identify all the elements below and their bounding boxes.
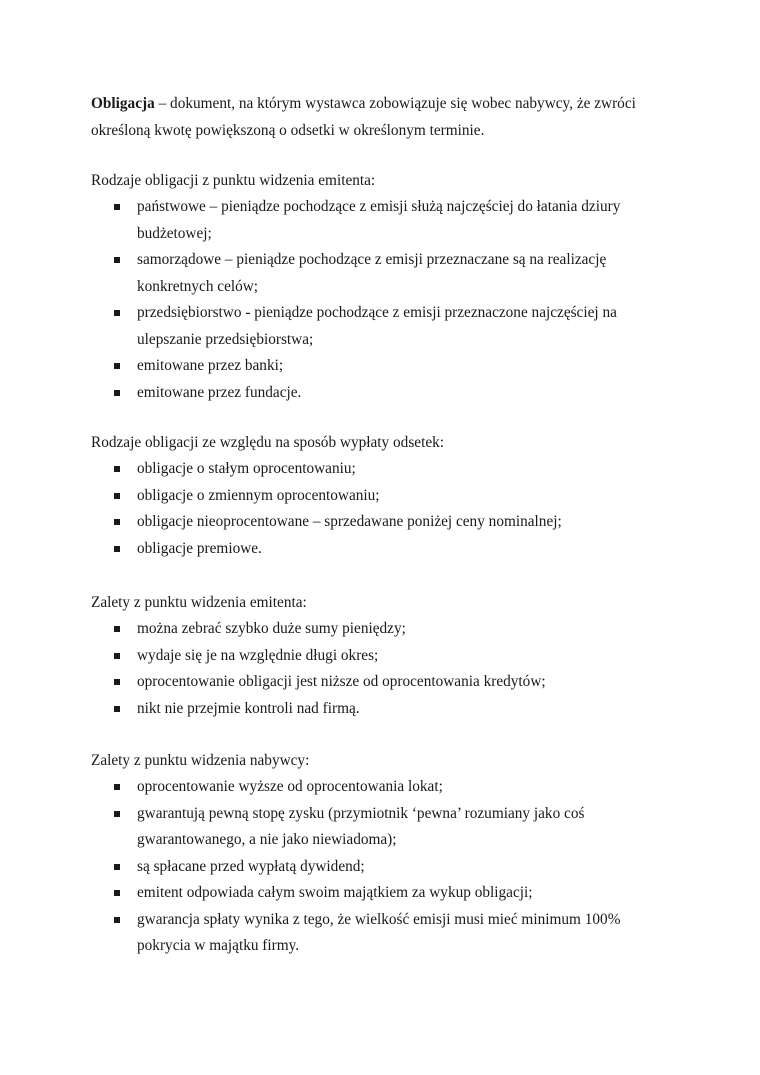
bullet-square-icon bbox=[114, 864, 120, 870]
section-title: Rodzaje obligacji ze względu na sposób wypłaty odsetek: bbox=[91, 434, 445, 451]
bullet-square-icon bbox=[114, 466, 120, 472]
list-item bbox=[91, 509, 637, 536]
bullet-square-icon bbox=[114, 679, 120, 685]
list-item-text: samorządowe – pieniądze pochodzące z emisji przeznaczane są na realizację konkretnych celów; bbox=[137, 251, 607, 295]
list-item-text: wydaje się je na względnie długi okres; bbox=[137, 646, 379, 664]
definition-term: Obligacja bbox=[91, 95, 155, 112]
bullet-square-icon bbox=[114, 784, 120, 790]
bullet-square-icon bbox=[114, 310, 120, 316]
list-item-text: gwarantują pewną stopę zysku (przymiotnik ‘pewna’ rozumiany jako coś gwarantowanego, a nie jako niewiadoma); bbox=[137, 804, 585, 848]
list-item-text: można zebrać szybko duże sumy pieniędzy; bbox=[137, 620, 406, 637]
section-interest-types bbox=[91, 430, 691, 562]
list-item bbox=[91, 643, 637, 670]
section-buyer-advantages bbox=[91, 748, 691, 960]
list-item bbox=[91, 483, 637, 510]
section-title: Rodzaje obligacji z punktu widzenia emitenta: bbox=[91, 172, 376, 189]
list-item bbox=[91, 353, 637, 380]
bullet-square-icon bbox=[114, 811, 120, 817]
list-item-text: emitowane przez banki; bbox=[137, 357, 284, 374]
bullet-list bbox=[91, 194, 691, 406]
bullet-square-icon bbox=[114, 204, 120, 210]
bullet-square-icon bbox=[114, 706, 120, 712]
list-item-text: oprocentowanie obligacji jest niższe od oprocentowania kredytów; bbox=[137, 673, 546, 690]
list-item-text: emitowane przez fundacje. bbox=[137, 383, 302, 401]
bullet-square-icon bbox=[114, 546, 120, 552]
bullet-list bbox=[91, 456, 691, 562]
section-title: Zalety z punktu widzenia nabywcy: bbox=[91, 752, 310, 769]
bullet-square-icon bbox=[114, 653, 120, 659]
list-item bbox=[91, 854, 637, 881]
bullet-list bbox=[91, 616, 691, 722]
list-item bbox=[91, 907, 637, 960]
bullet-square-icon bbox=[114, 519, 120, 525]
list-item bbox=[91, 880, 637, 907]
list-item-text: obligacje nieoprocentowane – sprzedawane poniżej ceny nominalnej; bbox=[137, 513, 562, 530]
list-item bbox=[91, 774, 637, 801]
list-item-text: są spłacane przed wypłatą dywidend; bbox=[137, 857, 365, 875]
list-item bbox=[91, 696, 637, 723]
definition-paragraph bbox=[91, 90, 681, 144]
section-issuer-advantages bbox=[91, 590, 691, 722]
bullet-square-icon bbox=[114, 626, 120, 632]
list-item-text: obligacje o stałym oprocentowaniu; bbox=[137, 460, 356, 477]
bullet-square-icon bbox=[114, 493, 120, 499]
list-item-text: emitent odpowiada całym swoim majątkiem za wykup obligacji; bbox=[137, 884, 533, 901]
definition-text: – dokument, na którym wystawca zobowiązuje się wobec nabywcy, że zwróci określoną kwotę powiększoną o odsetki w określonym terminie. bbox=[91, 95, 636, 139]
list-item bbox=[91, 801, 637, 854]
list-item-text: nikt nie przejmie kontroli nad firmą. bbox=[137, 699, 360, 717]
bullet-square-icon bbox=[114, 363, 120, 369]
bullet-square-icon bbox=[114, 890, 120, 896]
list-item-text: obligacje o zmiennym oprocentowaniu; bbox=[137, 486, 380, 504]
list-item bbox=[91, 616, 637, 643]
list-item bbox=[91, 536, 637, 563]
list-item-text: przedsiębiorstwo - pieniądze pochodzące z emisji przeznaczone najczęściej na ulepszanie przedsiębiorstwa; bbox=[137, 304, 617, 348]
section-title: Zalety z punktu widzenia emitenta: bbox=[91, 594, 307, 611]
bullet-list bbox=[91, 774, 691, 960]
list-item-text: obligacje premiowe. bbox=[137, 539, 262, 557]
list-item bbox=[91, 247, 637, 300]
bullet-square-icon bbox=[114, 917, 120, 923]
list-item bbox=[91, 300, 637, 353]
list-item-text: państwowe – pieniądze pochodzące z emisji służą najczęściej do łatania dziury budżetowej; bbox=[137, 198, 621, 242]
bullet-square-icon bbox=[114, 390, 120, 396]
list-item bbox=[91, 380, 637, 407]
bullet-square-icon bbox=[114, 257, 120, 263]
list-item-text: oprocentowanie wyższe od oprocentowania lokat; bbox=[137, 778, 443, 795]
list-item bbox=[91, 456, 637, 483]
section-issuer-types bbox=[91, 168, 691, 406]
list-item bbox=[91, 194, 637, 247]
list-item-text: gwarancja spłaty wynika z tego, że wielkość emisji musi mieć minimum 100% pokrycia w majątku firmy. bbox=[137, 910, 621, 954]
list-item bbox=[91, 669, 637, 696]
